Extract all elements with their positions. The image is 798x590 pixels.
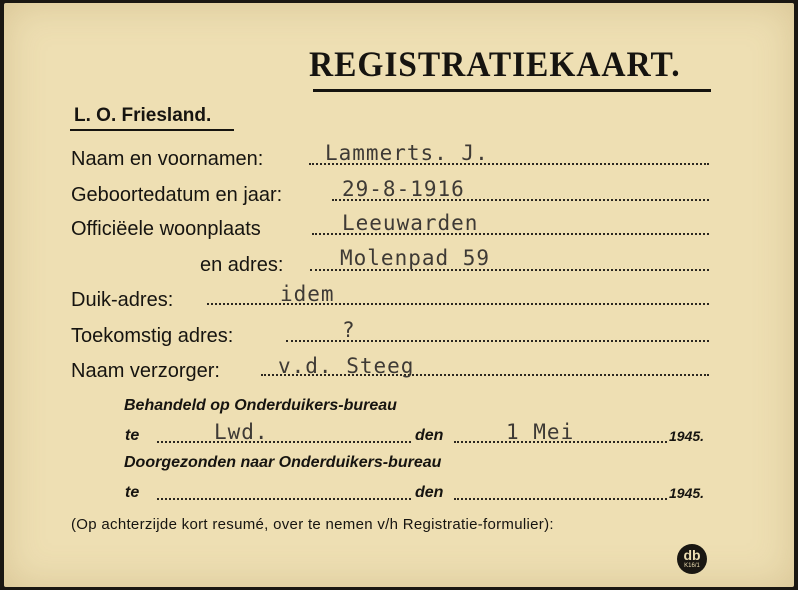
footer-note: (Op achterzijde kort resumé, over te nemen v/h Registratie-formulier):	[71, 516, 554, 533]
doorgezonden-heading: Doorgezonden naar Onderduikers-bureau	[124, 454, 442, 471]
logo-subtext: K16/1	[684, 563, 700, 569]
duik-adres-label: Duik-adres:	[71, 289, 174, 311]
doorgezonden-den-line	[454, 498, 667, 500]
naam-value: Lammerts. J.	[325, 141, 489, 165]
printer-logo	[677, 544, 707, 574]
toekomstig-adres-value: ?	[342, 318, 356, 342]
behandeld-year: 1945.	[669, 428, 705, 444]
naam-label: Naam en voornamen:	[71, 148, 264, 170]
adres-value: Molenpad 59	[340, 246, 491, 270]
behandeld-den-label: den	[415, 427, 444, 444]
doorgezonden-year: 1945.	[669, 485, 705, 501]
behandeld-te-line	[157, 441, 411, 443]
doorgezonden-te-label: te	[125, 484, 140, 501]
duik-adres-value: idem	[280, 282, 335, 306]
card-title: REGISTRATIEKAART.	[309, 44, 681, 84]
registration-card	[4, 3, 794, 587]
woonplaats-label: Officiëele woonplaats	[71, 218, 261, 240]
behandeld-te-value: Lwd.	[214, 420, 269, 444]
woonplaats-value: Leeuwarden	[342, 211, 479, 235]
organization-underline	[70, 129, 234, 131]
doorgezonden-den-label: den	[415, 484, 444, 501]
logo-mark: db	[683, 547, 701, 563]
adres-label: en adres:	[200, 254, 284, 276]
title-underline	[313, 89, 711, 92]
behandeld-heading: Behandeld op Onderduikers-bureau	[124, 397, 397, 414]
behandeld-te-label: te	[125, 427, 140, 444]
behandeld-den-value: 1 Mei	[506, 420, 575, 444]
geboortedatum-value: 29-8-1916	[342, 177, 465, 201]
verzorger-label: Naam verzorger:	[71, 360, 220, 382]
geboortedatum-label: Geboortedatum en jaar:	[71, 184, 283, 206]
verzorger-value: v.d. Steeg	[278, 354, 415, 378]
organization-name: L. O. Friesland.	[74, 105, 212, 126]
doorgezonden-te-line	[157, 498, 411, 500]
toekomstig-adres-label: Toekomstig adres:	[71, 325, 234, 347]
